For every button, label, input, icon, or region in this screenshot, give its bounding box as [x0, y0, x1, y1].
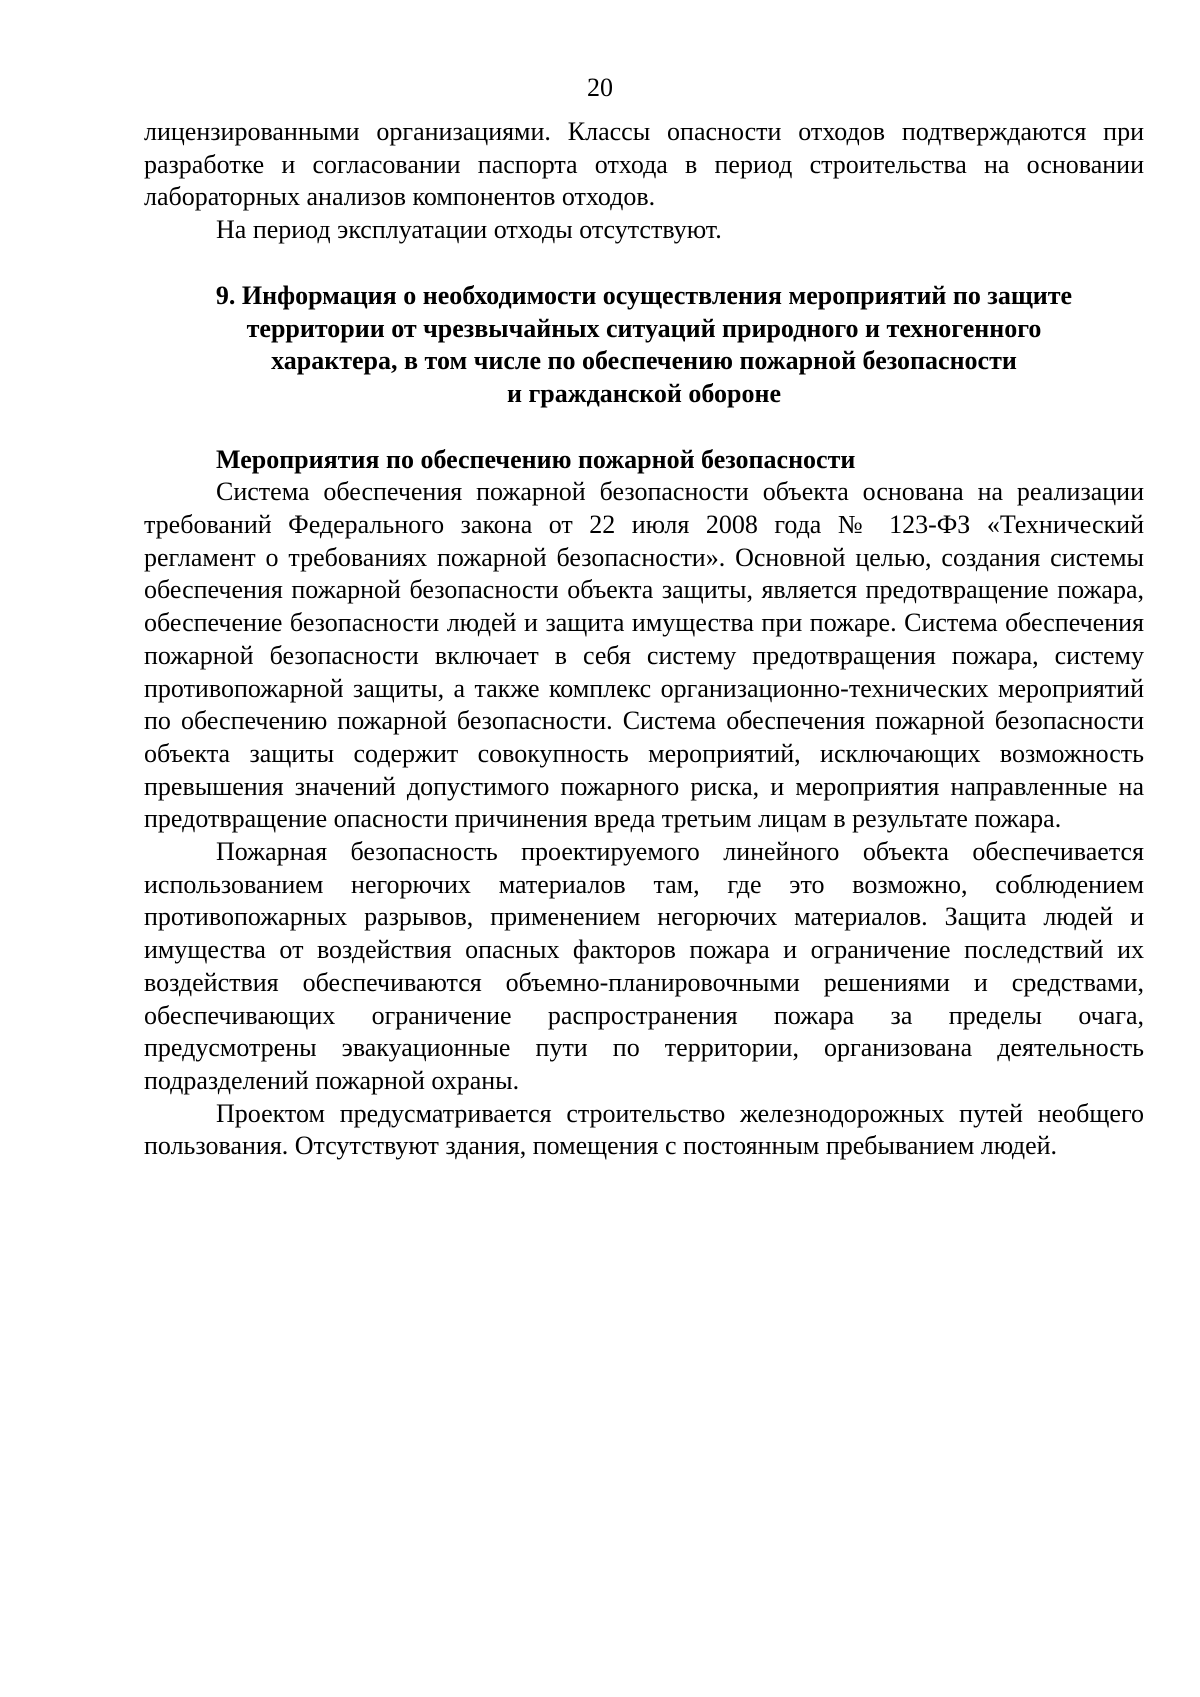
- section-heading-line: территории от чрезвычайных ситуаций природного и техногенного: [246, 313, 1042, 343]
- section-heading-line: и гражданской обороне: [506, 378, 782, 408]
- page-body: [144, 116, 1144, 1163]
- paragraph-operation-waste: На период эксплуатации отходы отсутствуют.: [216, 215, 722, 245]
- page-number: 20: [587, 73, 613, 102]
- section-heading: [144, 280, 1144, 411]
- section-heading-line: 9. Информация о необходимости осуществления мероприятий по защите: [215, 280, 1073, 310]
- subsection-heading: Мероприятия по обеспечению пожарной безопасности: [216, 444, 856, 474]
- paragraph-project-scope: Проектом предусматривается строительство железнодорожных путей необщего пользования. Отсутствуют здания, помещения с постоянным пребыванием людей.: [144, 1098, 1144, 1161]
- paragraph-fire-safety-object: Пожарная безопасность проектируемого линейного объекта обеспечивается использованием негорючих материалов там, где это возможно, соблюдением противопожарных разрывов, применением негорючих материалов. Защита людей и имущества от воздействия опасных факторов пожара и ограничение последствий их воздействия обеспечиваются объемно-планировочными решениями и средствами, обеспечивающих ограничение распространения пожара за пределы очага, предусмотрены эвакуационные пути по территории, организована деятельность подразделений пожарной охраны.: [144, 837, 1144, 1095]
- paragraph-continuation: лицензированными организациями. Классы опасности отходов подтверждаются при разработке и согласовании паспорта отхода в период строительства на основании лабораторных анализов компонентов отходов.: [144, 117, 1144, 212]
- section-heading-line: характера, в том числе по обеспечению пожарной безопасности: [271, 346, 1017, 376]
- paragraph-fire-safety-system: Система обеспечения пожарной безопасности объекта основана на реализации требований Федерального закона от 22 июля 2008 года № 123-ФЗ «Технический регламент о требованиях пожарной безопасности». Основной целью, создания системы обеспечения пожарной безопасности объекта защиты, является предотвращение пожара, обеспечение безопасности людей и защита имущества при пожаре. Система обеспечения пожарной безопасности включает в себя систему предотвращения пожара, систему противопожарной защиты, а также комплекс организационно-технических мероприятий по обеспечению пожарной безопасности. Система обеспечения пожарной безопасности объекта защиты содержит совокупность мероприятий, исключающих возможность превышения значений допустимого пожарного риска, и мероприятия направленные на предотвращение опасности причинения вреда третьим лицам в результате пожара.: [144, 477, 1144, 834]
